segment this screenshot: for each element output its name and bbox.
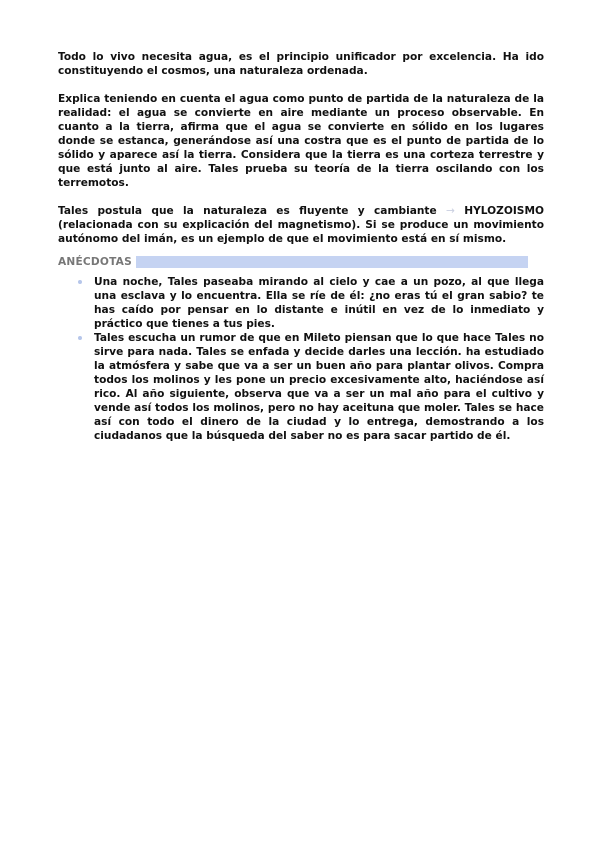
anecdote-text: Tales escucha un rumor de que en Mileto piensan que lo que hace Tales no sirve para nada. Tales se enfada y decide darles una lección. ha estudiado la atmósfera y sabe que va a ser un buen año para plantar olivos. Compra todos los molinos y les pone un precio excesivamente alto, haciéndose así rico. Al año siguiente, observa que va a ser un mal año para el cultivo y vende así todos los molinos, pero no hay aceituna que moler. Tales se hace así con todo el dinero de la ciudad y lo entrega, demostrando a los ciudadanos que la búsqueda del saber no es para sacar partido de él. — [94, 332, 544, 442]
paragraph-hylozoism — [58, 204, 544, 246]
list-item — [58, 331, 544, 443]
bullet-icon — [78, 336, 82, 340]
right-arrow-icon: → — [446, 205, 455, 217]
list-item — [58, 275, 544, 331]
paragraph-water-principle: Todo lo vivo necesita agua, es el principio unificador por excelencia. Ha ido constituyendo el cosmos, una naturaleza ordenada. — [58, 51, 544, 77]
document-page — [58, 50, 544, 443]
hylozoism-text-before: Tales postula que la naturaleza es fluyente y cambiante — [58, 205, 437, 217]
hylozoism-text-after: HYLOZOISMO (relacionada con su explicación del magnetismo). Si se produce un movimiento autónomo del imán, es un ejemplo de que el movimiento está en sí mismo. — [58, 205, 544, 245]
anecdotes-title: ANÉCDOTAS — [58, 256, 132, 268]
anecdotes-list — [58, 275, 544, 443]
bullet-icon — [78, 280, 82, 284]
anecdote-text: Una noche, Tales paseaba mirando al cielo y cae a un pozo, al que llega una esclava y lo encuentra. Ella se ríe de él: ¿no eras tú el gran sabio? te has caído por pensar en lo distante e inútil en vez de lo inmediato y práctico que tienes a tus pies. — [94, 276, 544, 330]
paragraph-water-explanation: Explica teniendo en cuenta el agua como punto de partida de la naturaleza de la realidad: el agua se convierte en aire mediante un proceso observable. En cuanto a la tierra, afirma que el agua se convierte en sólido en los lugares donde se estanca, generándose así una costra que es el punto de partida de lo sólido y aparece así la tierra. Considera que la tierra es una corteza terrestre y que está junto al aire. Tales prueba su teoría de la tierra oscilando con los terremotos. — [58, 93, 544, 189]
section-highlight-bar — [136, 256, 528, 268]
anecdotes-section-header — [58, 255, 544, 269]
